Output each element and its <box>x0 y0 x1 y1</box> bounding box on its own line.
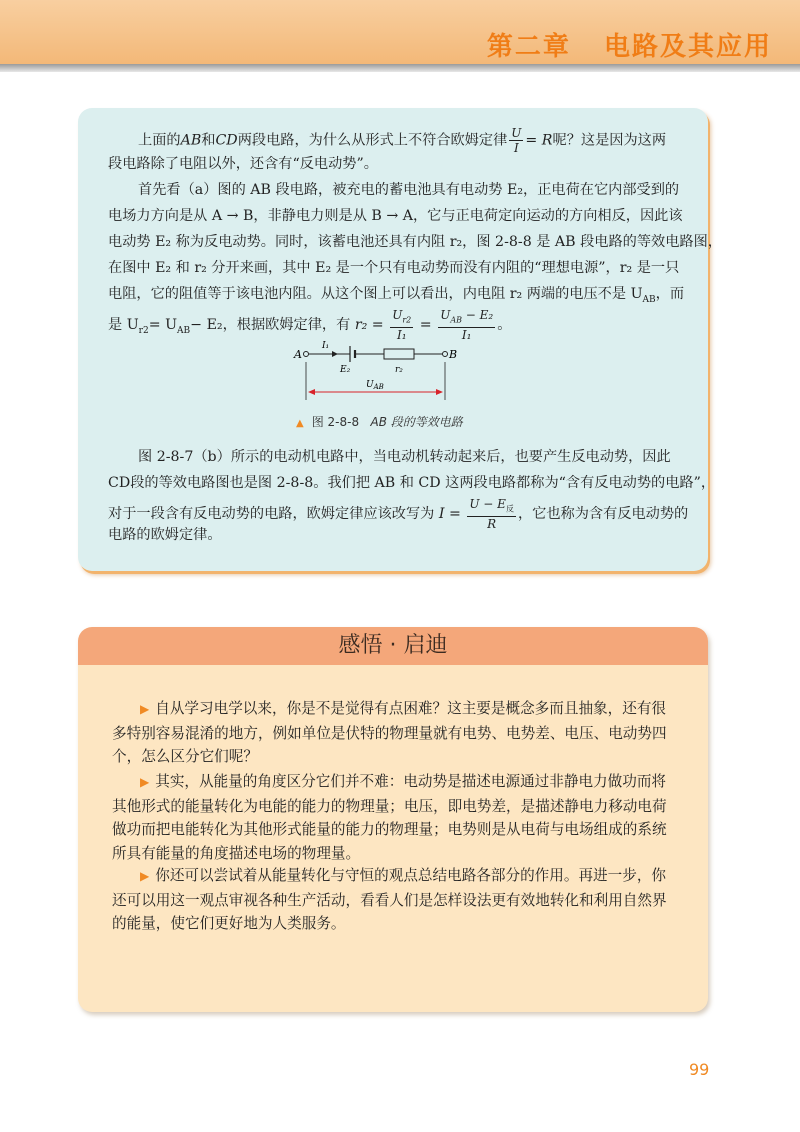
insight-paragraph-3: ▶ 你还可以尝试着从能量转化与守恒的观点总结电路各部分的作用。再进一步，你还可以用这一观点审视各种生产活动，看看人们是怎样设法更有效地转化和利用自然界的能量，使它们更好地为人类服务。 <box>112 867 667 933</box>
terminal-b <box>443 352 448 357</box>
label-b: B <box>449 348 458 361</box>
page-number: 99 <box>689 1060 710 1079</box>
r2-fraction-1: $\frac{U_{r2}}{\text{I₁}}$ <box>392 308 412 343</box>
ohm-fraction-back-emf: $\frac{U - E_反}{R}$ <box>469 497 514 532</box>
figure-caption: ▲ 图 2-8-8 AB 段的等效电路 <box>296 415 463 429</box>
triangle-up-icon: ▲ <box>296 418 304 429</box>
insight-title: 感悟 · 启迪 <box>338 633 448 658</box>
triangle-right-icon: ▶ <box>140 702 150 716</box>
reading-paragraph-2-line-1: 首先看（a）图的 AB 段电路，被充电的蓄电池具有电动势 E₂，正电荷在它内部受到的 <box>138 182 680 198</box>
reading-paragraph-2-line-4: 在图中 E₂ 和 r₂ 分开来画，其中 E₂ 是一个只有电动势而没有内阻的“理想电源”，r₂ 是一只 <box>108 260 680 276</box>
reading-paragraph-2-line-5: 电阻，它的阻值等于该电池内阻。从这个图上可以看出，内电阻 r₂ 两端的电压不是 $U_{AB}$，而 <box>108 286 685 305</box>
reading-paragraph-1-line-2: 段电路除了电阻以外，还含有“反电动势”。 <box>108 156 378 172</box>
triangle-right-icon: ▶ <box>140 775 150 789</box>
label-e2: E₂ <box>340 365 351 375</box>
label-uab: $U_{AB}$ <box>366 380 384 391</box>
voltage-arrow-right-icon <box>436 389 443 395</box>
reading-paragraph-3-line-3: 对于一段含有反电动势的电路，欧姆定律应该改写为 I = $\frac{U - E_反}{R}$ ，它也称为含有反电动势的 <box>108 497 689 532</box>
voltage-arrow-left-icon <box>308 389 315 395</box>
reading-paragraph-2-line-2: 电场力方向是从 A → B，非静电力则是从 B → A，它与正电荷定向运动的方向相反，因此该 <box>108 208 683 224</box>
header-shadow <box>0 64 800 72</box>
reading-paragraph-1-line-1: 上面的AB和CD两段电路，为什么从形式上不符合欧姆定律 $\frac{U}{I}$ = R呢？这是因为这两 <box>138 126 667 155</box>
insight-box <box>78 627 708 1012</box>
label-i1: I₁ <box>322 341 330 351</box>
current-arrow-icon <box>332 351 338 357</box>
terminal-a <box>304 352 309 357</box>
chapter-title: 第二章 电路及其应用 <box>486 32 772 62</box>
r2-formula-lhs: r₂ = <box>354 317 384 334</box>
ohm-fraction: $\frac{U}{I}$ <box>511 126 522 155</box>
insight-paragraph-1: ▶ 自从学习电学以来，你是不是觉得有点困难？这主要是概念多而且抽象，还有很多特别容易混淆的地方，例如单位是伏特的物理量就有电势、电势差、电压、电动势四个，怎么区分它们呢？ <box>112 700 667 766</box>
reading-paragraph-3-line-4: 电路的欧姆定律。 <box>108 527 222 543</box>
insight-paragraph-2: ▶ 其实，从能量的角度区分它们并不难：电动势是描述电源通过非静电力做功而将其他形式的能量转化为电能的能力的物理量；电压，即电势差，是描述静电力移动电荷做功而把电能转化为其他形式能量的能力的物理量；电势则是从电荷与电场组成的系统所具有能量的角度描述电场的物理量。 <box>112 773 667 862</box>
reading-paragraph-2-line-3: 电动势 E₂ 称为反电动势。同时，该蓄电池还具有内阻 r₂，图 2-8-8 是 AB 段电路的等效电路图， <box>108 234 722 250</box>
resistor-r2 <box>384 349 414 359</box>
triangle-right-icon: ▶ <box>140 869 150 883</box>
reading-paragraph-2-line-6: 是 $U_{r2}= U_{AB}- E_2$，根据欧姆定律，有 r₂ = $\frac{U_{r2}}{\text{I₁}}$ = $\frac{U_{AB} - E_2}{\text{I₁}}$ 。 <box>108 308 512 343</box>
r2-fraction-2: $\frac{U_{AB} - E_2}{\text{I₁}}$ <box>440 308 494 343</box>
label-a: A <box>294 348 302 361</box>
reading-paragraph-3-line-2: CD段的等效电路图也是图 2-8-8。我们把 AB 和 CD 这两段电路都称为“含有反电动势的电路”， <box>108 475 716 491</box>
label-r2: r₂ <box>395 365 403 375</box>
equivalent-circuit-diagram <box>292 340 482 410</box>
reading-paragraph-3-line-1: 图 2-8-7（b）所示的电动机电路中，当电动机转动起来后，也要产生反电动势，因此 <box>138 449 671 465</box>
reading-box <box>78 108 722 571</box>
